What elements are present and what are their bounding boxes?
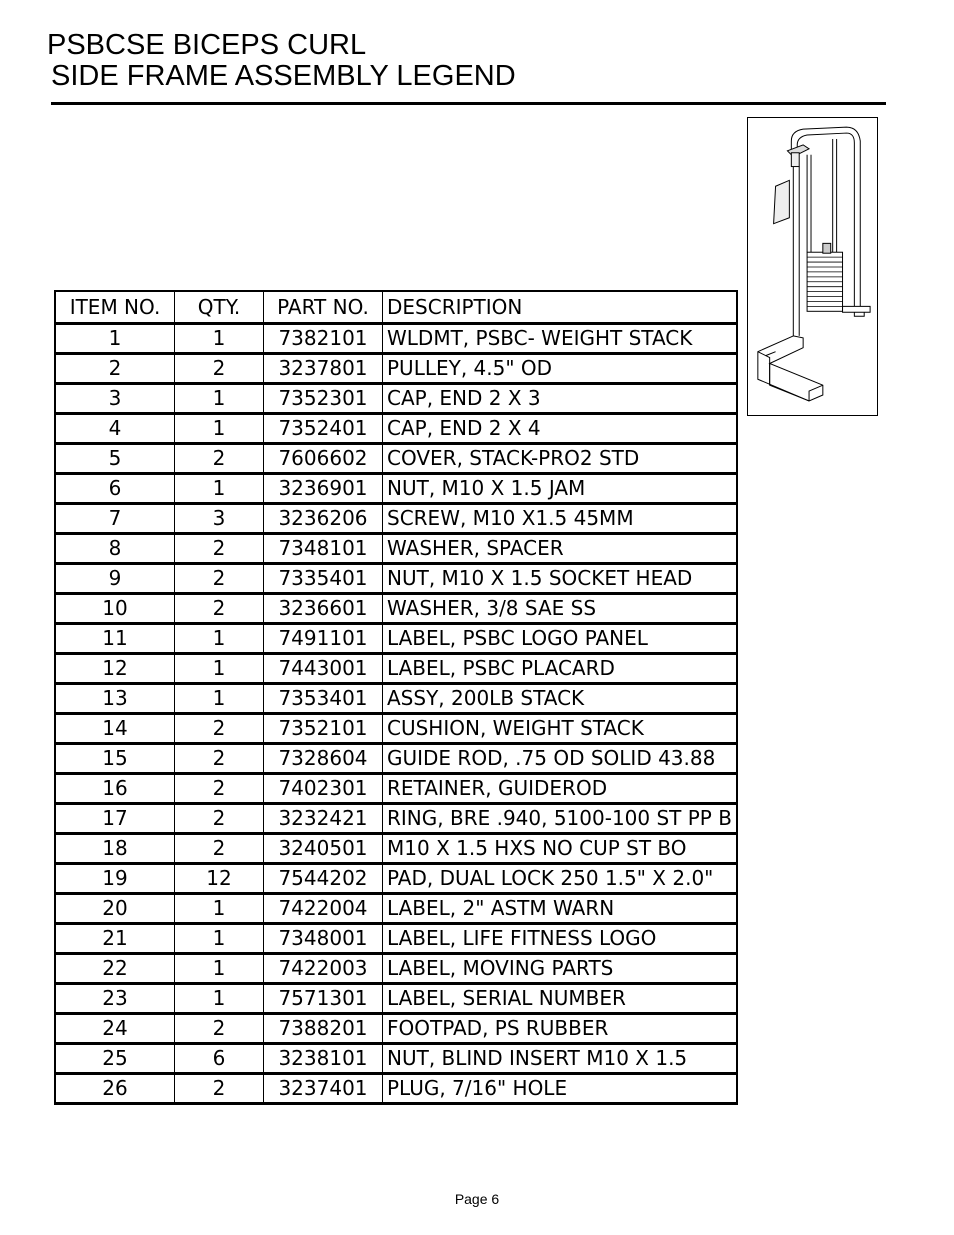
- cell-description: RING, BRE .940, 5100-100 ST PP B: [383, 804, 737, 834]
- cell-item-no: 11: [55, 624, 175, 654]
- table-row: [55, 444, 737, 474]
- cell-part-no: 7388201: [264, 1014, 383, 1044]
- table-row: [55, 954, 737, 984]
- cell-description: CUSHION, WEIGHT STACK: [383, 714, 737, 744]
- title-divider: [51, 102, 886, 105]
- cell-part-no: 7352101: [264, 714, 383, 744]
- table-row: [55, 654, 737, 684]
- cell-qty: 2: [175, 774, 264, 804]
- cell-description: M10 X 1.5 HXS NO CUP ST BO: [383, 834, 737, 864]
- cell-description: LABEL, 2" ASTM WARN: [383, 894, 737, 924]
- cell-qty: 2: [175, 534, 264, 564]
- table-row: [55, 864, 737, 894]
- page-title-line1: PSBCSE BICEPS CURL: [47, 29, 367, 61]
- table-body: [55, 324, 737, 1104]
- cell-qty: 2: [175, 834, 264, 864]
- table-row: [55, 504, 737, 534]
- cell-qty: 1: [175, 624, 264, 654]
- cell-description: PLUG, 7/16" HOLE: [383, 1074, 737, 1104]
- cell-qty: 1: [175, 984, 264, 1014]
- cell-part-no: 7348001: [264, 924, 383, 954]
- cell-qty: 2: [175, 444, 264, 474]
- parts-legend-table: [54, 290, 738, 1105]
- cell-item-no: 15: [55, 744, 175, 774]
- table-row: [55, 684, 737, 714]
- cell-part-no: 7352301: [264, 384, 383, 414]
- cell-part-no: 7443001: [264, 654, 383, 684]
- table-row: [55, 744, 737, 774]
- page-title-line2: SIDE FRAME ASSEMBLY LEGEND: [51, 60, 516, 92]
- cell-item-no: 21: [55, 924, 175, 954]
- table-row: [55, 774, 737, 804]
- cell-item-no: 18: [55, 834, 175, 864]
- header-item-no: ITEM NO.: [55, 291, 175, 324]
- cell-part-no: 3232421: [264, 804, 383, 834]
- cell-qty: 1: [175, 924, 264, 954]
- cell-description: NUT, M10 X 1.5 SOCKET HEAD: [383, 564, 737, 594]
- cell-qty: 3: [175, 504, 264, 534]
- cell-item-no: 24: [55, 1014, 175, 1044]
- cell-qty: 2: [175, 1014, 264, 1044]
- cell-qty: 1: [175, 324, 264, 354]
- machine-side-frame-illustration-icon: [748, 118, 877, 415]
- table-row: [55, 624, 737, 654]
- cell-qty: 1: [175, 954, 264, 984]
- cell-item-no: 12: [55, 654, 175, 684]
- table-row: [55, 354, 737, 384]
- cell-part-no: 7353401: [264, 684, 383, 714]
- cell-description: COVER, STACK-PRO2 STD: [383, 444, 737, 474]
- table-row: [55, 384, 737, 414]
- table-row: [55, 594, 737, 624]
- cell-qty: 2: [175, 1074, 264, 1104]
- table-row: [55, 1074, 737, 1104]
- cell-description: SCREW, M10 X1.5 45MM: [383, 504, 737, 534]
- cell-item-no: 16: [55, 774, 175, 804]
- cell-qty: 2: [175, 804, 264, 834]
- cell-description: PULLEY, 4.5" OD: [383, 354, 737, 384]
- cell-part-no: 3237401: [264, 1074, 383, 1104]
- cell-qty: 2: [175, 714, 264, 744]
- cell-item-no: 3: [55, 384, 175, 414]
- table-row: [55, 534, 737, 564]
- table-row: [55, 324, 737, 354]
- cell-part-no: 7422003: [264, 954, 383, 984]
- cell-item-no: 20: [55, 894, 175, 924]
- cell-description: LABEL, SERIAL NUMBER: [383, 984, 737, 1014]
- cell-description: WLDMT, PSBC- WEIGHT STACK: [383, 324, 737, 354]
- cell-part-no: 7422004: [264, 894, 383, 924]
- cell-part-no: 7606602: [264, 444, 383, 474]
- cell-description: CAP, END 2 X 4: [383, 414, 737, 444]
- table-row: [55, 1044, 737, 1074]
- cell-description: GUIDE ROD, .75 OD SOLID 43.88: [383, 744, 737, 774]
- table-row: [55, 924, 737, 954]
- header-description: DESCRIPTION: [383, 291, 737, 324]
- cell-item-no: 2: [55, 354, 175, 384]
- table-row: [55, 474, 737, 504]
- machine-thumbnail: [747, 117, 878, 416]
- cell-qty: 1: [175, 474, 264, 504]
- cell-description: FOOTPAD, PS RUBBER: [383, 1014, 737, 1044]
- cell-item-no: 17: [55, 804, 175, 834]
- cell-qty: 2: [175, 594, 264, 624]
- cell-item-no: 5: [55, 444, 175, 474]
- cell-qty: 1: [175, 684, 264, 714]
- cell-item-no: 4: [55, 414, 175, 444]
- table-header-row: [55, 291, 737, 324]
- cell-item-no: 13: [55, 684, 175, 714]
- cell-qty: 2: [175, 744, 264, 774]
- cell-item-no: 14: [55, 714, 175, 744]
- cell-description: RETAINER, GUIDEROD: [383, 774, 737, 804]
- table-row: [55, 834, 737, 864]
- cell-part-no: 3238101: [264, 1044, 383, 1074]
- cell-description: LABEL, MOVING PARTS: [383, 954, 737, 984]
- table-row: [55, 714, 737, 744]
- cell-qty: 1: [175, 654, 264, 684]
- cell-item-no: 10: [55, 594, 175, 624]
- cell-item-no: 7: [55, 504, 175, 534]
- cell-qty: 2: [175, 354, 264, 384]
- table-row: [55, 414, 737, 444]
- cell-part-no: 7348101: [264, 534, 383, 564]
- cell-part-no: 3236601: [264, 594, 383, 624]
- cell-part-no: 7544202: [264, 864, 383, 894]
- table-row: [55, 984, 737, 1014]
- cell-part-no: 7335401: [264, 564, 383, 594]
- cell-part-no: 7352401: [264, 414, 383, 444]
- cell-part-no: 7402301: [264, 774, 383, 804]
- cell-item-no: 25: [55, 1044, 175, 1074]
- cell-item-no: 26: [55, 1074, 175, 1104]
- header-part-no: PART NO.: [264, 291, 383, 324]
- cell-part-no: 7382101: [264, 324, 383, 354]
- cell-description: CAP, END 2 X 3: [383, 384, 737, 414]
- cell-part-no: 3236901: [264, 474, 383, 504]
- cell-description: NUT, M10 X 1.5 JAM: [383, 474, 737, 504]
- cell-description: LABEL, PSBC LOGO PANEL: [383, 624, 737, 654]
- cell-qty: 6: [175, 1044, 264, 1074]
- cell-description: PAD, DUAL LOCK 250 1.5" X 2.0": [383, 864, 737, 894]
- cell-part-no: 7571301: [264, 984, 383, 1014]
- cell-qty: 1: [175, 414, 264, 444]
- cell-part-no: 3236206: [264, 504, 383, 534]
- cell-part-no: 7328604: [264, 744, 383, 774]
- cell-item-no: 23: [55, 984, 175, 1014]
- cell-item-no: 1: [55, 324, 175, 354]
- cell-item-no: 9: [55, 564, 175, 594]
- cell-description: WASHER, SPACER: [383, 534, 737, 564]
- cell-description: LABEL, LIFE FITNESS LOGO: [383, 924, 737, 954]
- table-row: [55, 1014, 737, 1044]
- cell-part-no: 3237801: [264, 354, 383, 384]
- cell-description: ASSY, 200LB STACK: [383, 684, 737, 714]
- cell-description: LABEL, PSBC PLACARD: [383, 654, 737, 684]
- cell-qty: 1: [175, 894, 264, 924]
- cell-qty: 1: [175, 384, 264, 414]
- cell-part-no: 3240501: [264, 834, 383, 864]
- table-row: [55, 804, 737, 834]
- cell-description: WASHER, 3/8 SAE SS: [383, 594, 737, 624]
- page-number: Page 6: [454, 1191, 500, 1207]
- table-row: [55, 564, 737, 594]
- header-qty: QTY.: [175, 291, 264, 324]
- cell-item-no: 8: [55, 534, 175, 564]
- cell-item-no: 6: [55, 474, 175, 504]
- cell-item-no: 19: [55, 864, 175, 894]
- cell-qty: 2: [175, 564, 264, 594]
- cell-part-no: 7491101: [264, 624, 383, 654]
- table-row: [55, 894, 737, 924]
- cell-item-no: 22: [55, 954, 175, 984]
- cell-description: NUT, BLIND INSERT M10 X 1.5: [383, 1044, 737, 1074]
- cell-qty: 12: [175, 864, 264, 894]
